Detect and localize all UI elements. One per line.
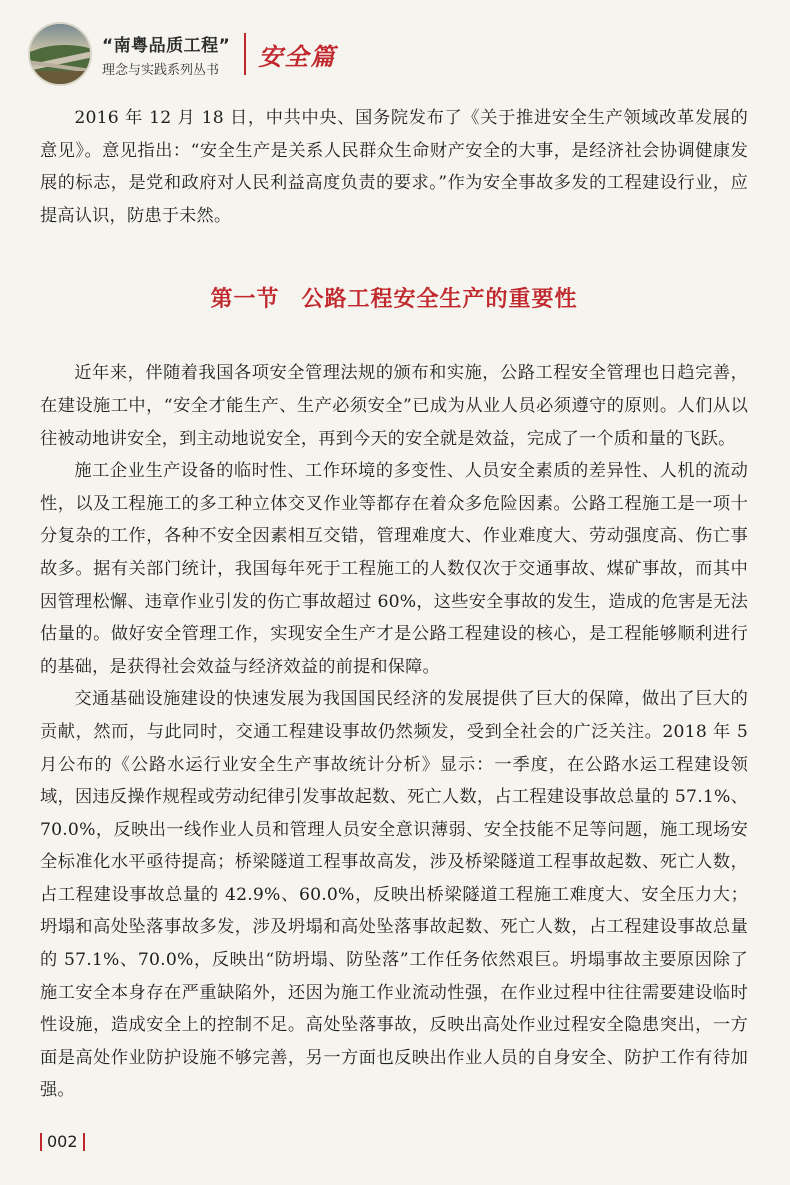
section-title: 公路工程安全生产的重要性 <box>301 287 578 313</box>
volume-name: 安全篇 <box>258 41 337 71</box>
page-number: 002 <box>47 1132 78 1151</box>
header-divider <box>244 33 246 75</box>
series-branding <box>102 31 230 78</box>
series-logo-image <box>28 22 92 86</box>
series-subtitle: 理念与实践系列丛书 <box>102 62 220 78</box>
footer-bar-right <box>83 1133 85 1151</box>
footer-bar-left <box>40 1133 42 1151</box>
page-body <box>40 102 748 1107</box>
body-paragraph: 交通基础设施建设的快速发展为我国国民经济的发展提供了巨大的保障，做出了巨大的贡献，然而，与此同时，交通工程建设事故仍然频发，受到全社会的广泛关注。2018 年 5 月公布的《公路水运行业安全生产事故统计分析》显示：一季度，在公路水运工程建设领域，因违反操作规程或劳动纪律引发事故起数、死亡人数，占工程建设事故总量的 57.1%、70.0%，反映出一线作业人员和管理人员安全意识薄弱、安全技能不足等问题，施工现场安全标准化水平亟待提高；桥梁隧道工程事故高发，涉及桥梁隧道工程事故起数、死亡人数，占工程建设事故总量的 42.9%、60.0%，反映出桥梁隧道工程施工难度大、安全压力大；坍塌和高处坠落事故多发，涉及坍塌和高处坠落事故起数、死亡人数，占工程建设事故总量的 57.1%、70.0%，反映出“防坍塌、防坠落”工作任务依然艰巨。坍塌事故主要原因除了施工安全本身存在严重缺陷外，还因为施工作业流动性强，在作业过程中往往需要建设临时性设施，造成安全上的控制不足。高处坠落事故，反映出高处作业过程安全隐患突出，一方面是高处作业防护设施不够完善，另一方面也反映出作业人员的自身安全、防护工作有待加强。 <box>40 689 748 1101</box>
page-footer <box>40 1132 85 1151</box>
intro-paragraph: 2016 年 12 月 18 日，中共中央、国务院发布了《关于推进安全生产领域改革发展的意见》。意见指出：“安全生产是关系人民群众生命财产安全的大事，是经济社会协调健康发展的标志，是党和政府对人民利益高度负责的要求。”作为安全事故多发的工程建设行业，应提高认识，防患于未然。 <box>40 108 748 226</box>
section-heading <box>40 282 748 313</box>
series-title: “南粤品质工程” <box>102 35 231 56</box>
body-paragraph: 施工企业生产设备的临时性、工作环境的多变性、人员安全素质的差异性、人机的流动性，以及工程施工的多工种立体交叉作业等都存在着众多危险因素。公路工程施工是一项十分复杂的工作，各种不安全因素相互交错，管理难度大、作业难度大、劳动强度高、伤亡事故多。据有关部门统计，我国每年死于工程施工的人数仅次于交通事故、煤矿事故，而其中因管理松懈、违章作业引发的伤亡事故超过 60%，这些安全事故的发生，造成的危害是无法估量的。做好安全管理工作，实现安全生产才是公路工程建设的核心，是工程能够顺利进行的基础，是获得社会效益与经济效益的前提和保障。 <box>40 461 748 677</box>
section-number: 第一节 <box>210 287 280 313</box>
page-header <box>28 22 336 86</box>
body-paragraph: 近年来，伴随着我国各项安全管理法规的颁布和实施，公路工程安全管理也日趋完善，在建设施工中，“安全才能生产、生产必须安全”已成为从业人员必须遵守的原则。人们从以往被动地讲安全，到主动地说安全，再到今天的安全就是效益，完成了一个质和量的飞跃。 <box>40 363 748 449</box>
